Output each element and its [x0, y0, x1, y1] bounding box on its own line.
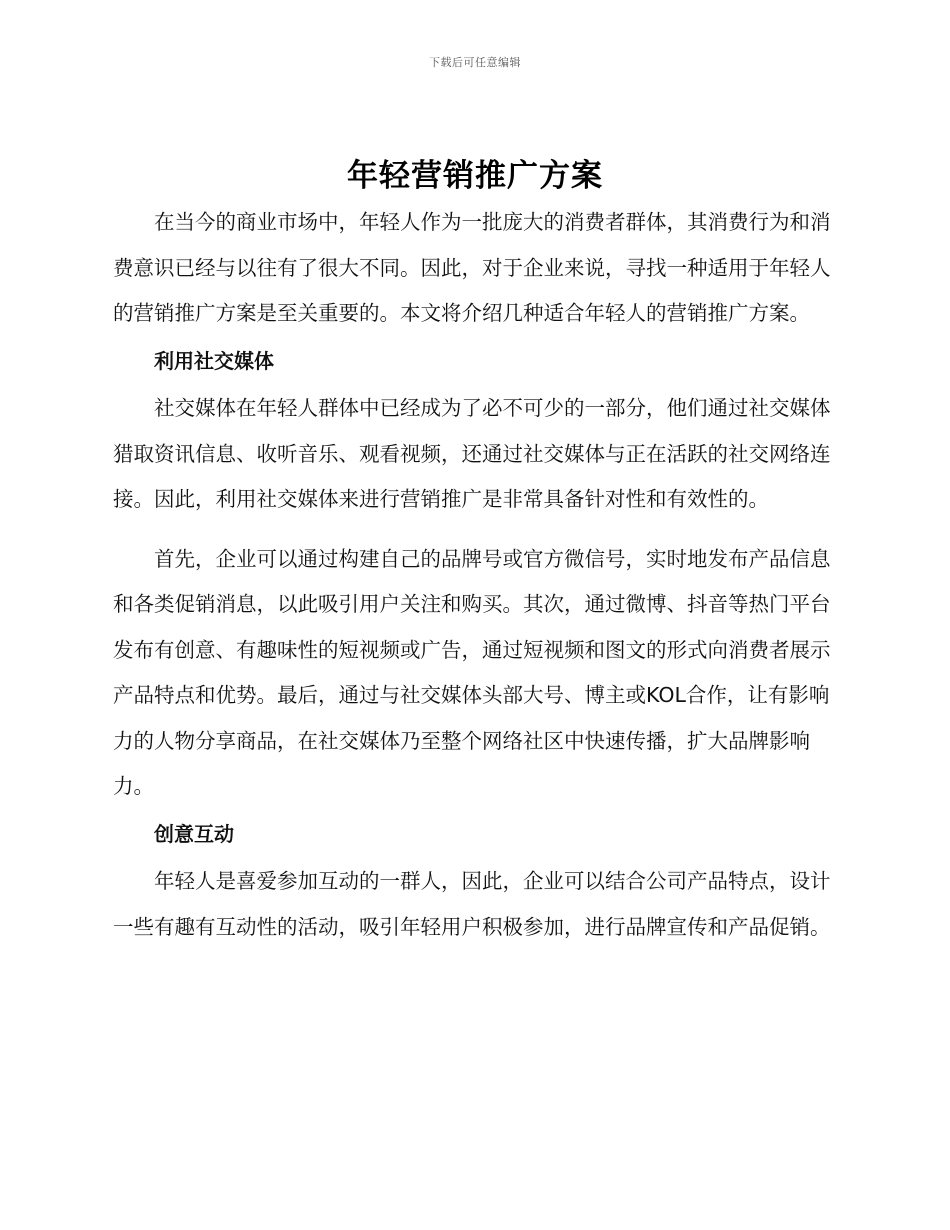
- social-media-paragraph-1: 社交媒体在年轻人群体中已经成为了必不可少的一部分，他们通过社交媒体猎取资讯信息、收听音乐、观看视频，还通过社交媒体与正在活跃的社交网络连接。因此，利用社交媒体来进行营销推广是非常具备针对性和有效性的。: [113, 396, 831, 511]
- section-heading-creative-interaction: 创意互动: [154, 821, 234, 846]
- intro-paragraph: 在当今的商业市场中，年轻人作为一批庞大的消费者群体，其消费行为和消费意识已经与以往有了很大不同。因此，对于企业来说，寻找一种适用于年轻人的营销推广方案是至关重要的。本文将介绍几种适合年轻人的营销推广方案。: [113, 210, 831, 325]
- document-title: 年轻营销推广方案: [347, 158, 603, 194]
- document-body: [113, 200, 833, 950]
- social-media-paragraph-2: 首先，企业可以通过构建自己的品牌号或官方微信号，实时地发布产品信息和各类促销消息，以此吸引用户关注和购买。其次，通过微博、抖音等热门平台发布有创意、有趣味性的短视频或广告，通过短视频和图文的形式向消费者展示产品特点和优势。最后，通过与社交媒体头部大号、博主或KOL合作，让有影响力的人物分享商品，在社交媒体乃至整个网络社区中快速传播，扩大品牌影响力。: [113, 546, 831, 798]
- header-note: 下载后可任意编辑: [429, 56, 521, 69]
- section-heading-social-media: 利用社交媒体: [154, 348, 274, 373]
- creative-interaction-paragraph-1: 年轻人是喜爱参加互动的一群人，因此，企业可以结合公司产品特点，设计一些有趣有互动性的活动，吸引年轻用户积极参加，进行品牌宣传和产品促销。: [113, 869, 831, 939]
